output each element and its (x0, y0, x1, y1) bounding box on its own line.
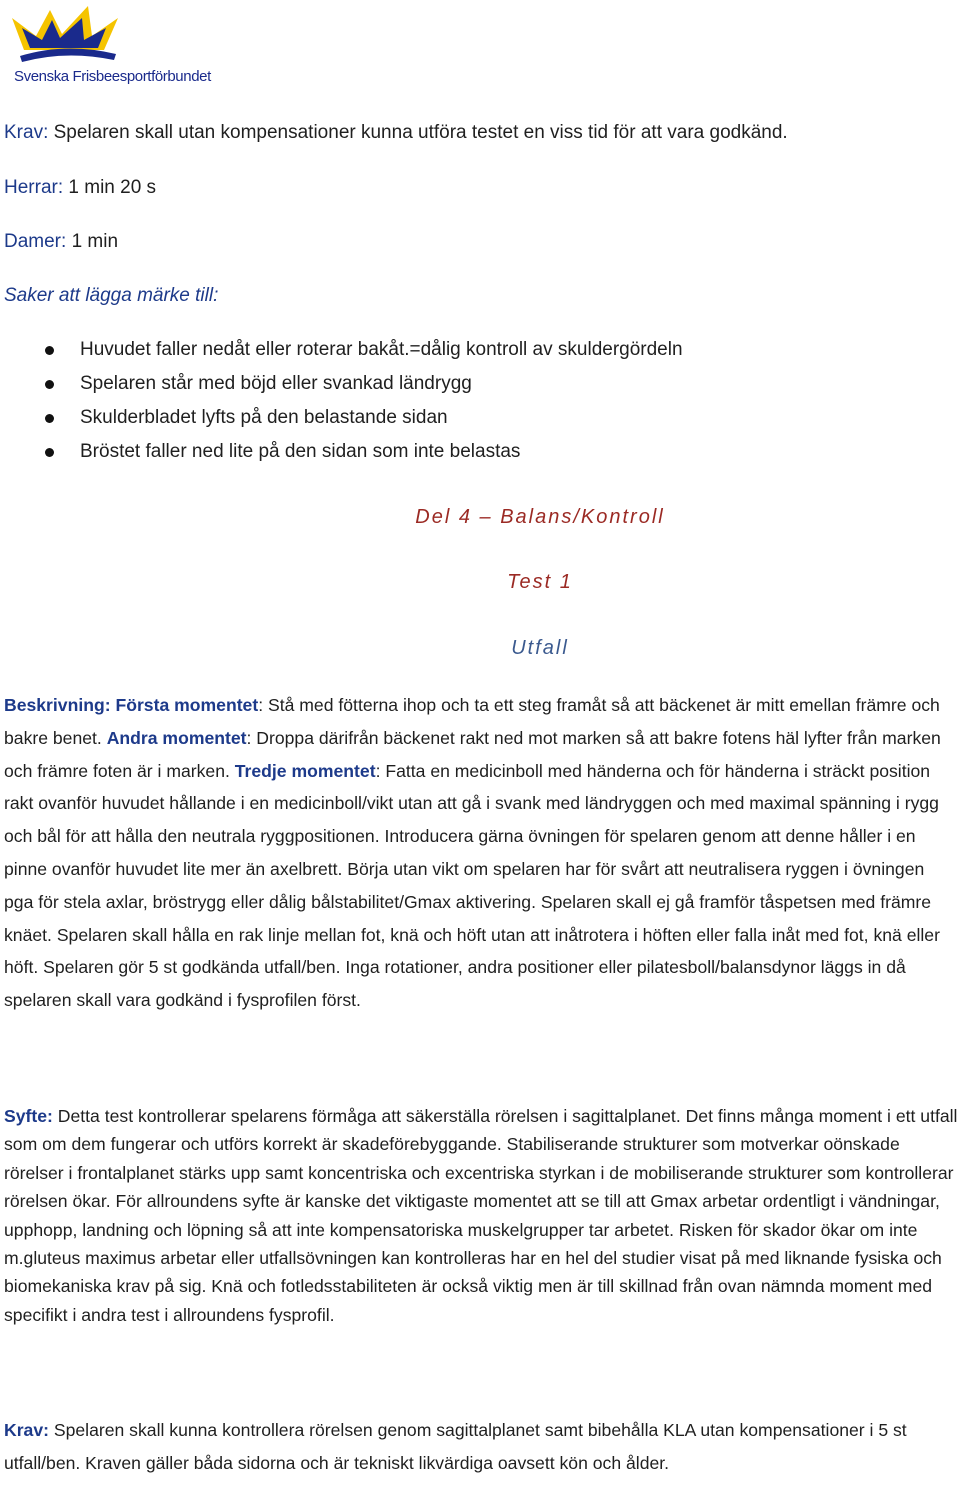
observation-list (0, 336, 960, 472)
requirement-paragraph (4, 1414, 958, 1480)
list-item (0, 404, 960, 438)
herrar-label: Herrar: (4, 177, 64, 198)
section-heading: Del 4 – Balans/Kontroll (415, 506, 665, 528)
purpose-label: Syfte: (4, 1106, 53, 1126)
herrar-text: 1 min 20 s (63, 177, 157, 198)
requirement-label: Krav: (4, 1420, 49, 1440)
logo-text: Svenska Frisbeesportförbundet (14, 68, 211, 85)
list-item (0, 336, 960, 370)
damer-line (4, 231, 118, 253)
description-paragraph (4, 689, 958, 1017)
herrar-line (4, 177, 156, 199)
exercise-heading: Utfall (511, 637, 569, 659)
list-item-text: Huvudet faller nedåt eller roterar bakåt.=dålig kontroll av skuldergördeln (80, 339, 683, 360)
bullet-icon (45, 346, 54, 355)
moment-3-label: Tredje momentet (234, 760, 376, 781)
test-heading: Test 1 (507, 571, 573, 593)
crown-icon (6, 4, 218, 68)
list-item-text: Spelaren står med böjd eller svankad ländrygg (80, 373, 472, 394)
damer-label: Damer: (4, 231, 67, 252)
moment-1-text: : Stå med fötterna ihop och ta ett steg framåt så att bäckenet är mitt emellan främre och bakre benet. (4, 695, 940, 748)
list-item (0, 438, 960, 472)
observation-heading: Saker att lägga märke till: (4, 285, 219, 306)
list-item (0, 370, 960, 404)
krav-text: Spelaren skall utan kompensationer kunna utföra testet en viss tid för att vara godkänd. (48, 122, 788, 143)
bullet-icon (45, 414, 54, 423)
list-item-text: Skulderbladet lyfts på den belastande sidan (80, 407, 448, 428)
moment-3-text: : Fatta en medicinboll med händerna och för händerna i sträckt position rakt ovanför huvudet hållande i en medicinboll/vikt utan att gå i svank med ländryggen och med maximal spänning i rygg och bål för att hålla den neutrala ryggpositionen. Introducera gärna övningen för spelaren genom att denne håller i en pinne ovanför huvudet lite mer än axelbrett. Börja utan vikt om spelaren har för svårt att neutralisera ryggen i övningen pga för stela axlar, bröstrygg eller dålig bålstabilitet/Gmax aktivering. Spelaren skall ej gå framför tåspetsen med främre knäet. Spelaren skall hålla en rak linje mellan fot, knä och höft utan att inåtrotera i höften eller falla inåt med fot, knä eller höft. Spelaren gör 5 st godkända utfall/ben. Inga rotationer, andra positioner eller pilatesboll/balansdynor läggs in då spelaren skall vara godkänd i fysprofilen först. (4, 760, 940, 1011)
moment-2-label: Andra momentet (106, 727, 247, 748)
federation-logo (6, 4, 218, 88)
list-item-text: Bröstet faller ned lite på den sidan som inte belastas (80, 441, 521, 462)
description-label: Beskrivning: (4, 695, 111, 715)
damer-text: 1 min (66, 231, 119, 252)
moment-2-text: : Droppa därifrån bäckenet rakt ned mot marken så att bakre fotens häl lyfter från marken och främre foten är i marken. (4, 727, 941, 781)
requirement-text: Spelaren skall kunna kontrollera rörelsen genom sagittalplanet samt bibehålla KLA utan kompensationer i 5 st utfall/ben. Kraven gäller båda sidorna och är tekniskt likvärdiga oavsett kön och ålder. (4, 1420, 907, 1473)
purpose-paragraph (4, 1102, 958, 1329)
moment-1-label: Första momentet (115, 695, 259, 715)
krav-line (4, 122, 788, 144)
purpose-text: Detta test kontrollerar spelarens förmåga att säkerställa rörelsen i sagittalplanet. Det finns många moment i ett utfall som om dem fungerar och utförs korrekt är skadeförebyggande. Stabiliserande strukturer som motverkar oönskade rörelser i frontalplanet stärks upp samt koncentriska och excentriska styrkan i de mobiliserande strukturer som kontrollerar rörelsen ökar. För allroundens syfte är kanske det viktigaste momentet att se till att Gmax arbetar ordentligt i vändningar, upphopp, landning och löpning så att inte kompensatoriska muskelgrupper tar arbetet. Risken för skador ökar om inte m.gluteus maximus arbetar eller utfallsövningen kan kontrolleras har en hel del studier visat på med liknande fysiska och biomekaniska krav på sig. Knä och fotledsstabiliteten är också viktig men är till skillnad från ovan nämnda moment med specifikt i andra test i allroundens fysprofil. (4, 1106, 958, 1325)
bullet-icon (45, 380, 54, 389)
krav-label: Krav: (4, 122, 49, 143)
bullet-icon (45, 448, 54, 457)
